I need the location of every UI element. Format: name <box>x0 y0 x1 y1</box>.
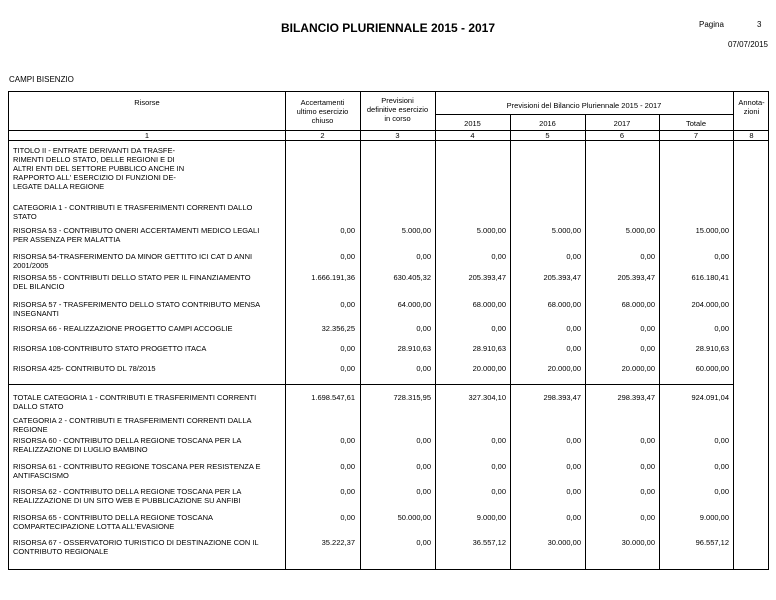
row-description: RISORSA 60 - CONTRIBUTO DELLA REGIONE TOSCANA PER LA REALIZZAZIONE DI LUGLIO BAMBINO <box>13 436 242 454</box>
row-value: 0,00 <box>416 364 431 373</box>
row-value: 0,00 <box>340 513 355 522</box>
column-divider <box>360 92 361 569</box>
row-value: 0,00 <box>340 226 355 235</box>
row-value: 9.000,00 <box>476 513 506 522</box>
row-value: 327.304,10 <box>468 393 506 402</box>
column-number: 1 <box>144 131 150 140</box>
page-number: 3 <box>757 20 762 29</box>
row-value: 28.910,63 <box>472 344 506 353</box>
row-value: 30.000,00 <box>547 538 581 547</box>
row-value: 0,00 <box>640 462 655 471</box>
row-value: 0,00 <box>340 364 355 373</box>
row-value: 0,00 <box>566 344 581 353</box>
column-number: 8 <box>749 131 754 140</box>
row-value: 0,00 <box>640 252 655 261</box>
row-value: 15.000,00 <box>695 226 729 235</box>
row-value: 0,00 <box>640 513 655 522</box>
row-value: 0,00 <box>566 436 581 445</box>
row-value: 0,00 <box>416 436 431 445</box>
column-number: 6 <box>619 131 625 140</box>
row-value: 0,00 <box>416 487 431 496</box>
row-description: CATEGORIA 2 - CONTRIBUTI E TRASFERIMENTI CORRENTI DALLA REGIONE <box>13 416 252 434</box>
row-value: 28.910,63 <box>397 344 431 353</box>
row-value: 0,00 <box>416 324 431 333</box>
column-number: 7 <box>693 131 699 140</box>
row-value: 0,00 <box>340 344 355 353</box>
header-risorse: Risorse <box>134 98 160 107</box>
row-value: 205.393,47 <box>617 273 655 282</box>
row-value: 205.393,47 <box>543 273 581 282</box>
row-value: 0,00 <box>714 252 729 261</box>
row-description: RISORSA 67 - OSSERVATORIO TURISTICO DI DESTINAZIONE CON IL CONTRIBUTO REGIONALE <box>13 538 259 556</box>
row-value: 9.000,00 <box>699 513 729 522</box>
row-value: 5.000,00 <box>476 226 506 235</box>
column-number: 4 <box>470 131 475 140</box>
row-value: 1.698.547,61 <box>311 393 355 402</box>
row-value: 5.000,00 <box>625 226 655 235</box>
row-value: 5.000,00 <box>401 226 431 235</box>
row-description: RISORSA 53 - CONTRIBUTO ONERI ACCERTAMENTI MEDICO LEGALI PER ASSENZA PER MALATTIA <box>13 226 260 244</box>
page-label: Pagina <box>699 20 724 29</box>
row-description: RISORSA 61 - CONTRIBUTO REGIONE TOSCANA PER RESISTENZA E ANTIFASCISMO <box>13 462 261 480</box>
row-value: 0,00 <box>340 436 355 445</box>
entity-name: CAMPI BISENZIO <box>9 75 74 84</box>
row-value: 0,00 <box>340 300 355 309</box>
row-value: 60.000,00 <box>695 364 729 373</box>
row-value: 20.000,00 <box>472 364 506 373</box>
row-value: 0,00 <box>491 252 506 261</box>
row-value: 0,00 <box>340 487 355 496</box>
row-value: 0,00 <box>640 344 655 353</box>
row-value: 0,00 <box>566 513 581 522</box>
row-value: 924.091,04 <box>691 393 729 402</box>
row-value: 64.000,00 <box>397 300 431 309</box>
row-value: 96.557,12 <box>695 538 729 547</box>
row-value: 20.000,00 <box>621 364 655 373</box>
row-value: 0,00 <box>491 487 506 496</box>
row-value: 728.315,95 <box>393 393 431 402</box>
row-value: 68.000,00 <box>621 300 655 309</box>
row-value: 0,00 <box>340 462 355 471</box>
row-value: 5.000,00 <box>551 226 581 235</box>
row-value: 30.000,00 <box>621 538 655 547</box>
header-previsioni-definitive: Previsioni definitive esercizio in corso <box>366 96 429 123</box>
row-value: 0,00 <box>566 462 581 471</box>
row-value: 0,00 <box>566 252 581 261</box>
header-previsioni-bilancio: Previsioni del Bilancio Pluriennale 2015 - 2017 <box>506 101 662 110</box>
row-value: 0,00 <box>416 252 431 261</box>
row-value: 50.000,00 <box>397 513 431 522</box>
header-divider <box>435 114 733 115</box>
row-description: RISORSA 108-CONTRIBUTO STATO PROGETTO ITACA <box>13 344 207 353</box>
header-accertamenti: Accertamenti ultimo esercizio chiuso <box>296 98 349 125</box>
row-description: RISORSA 55 - CONTRIBUTI DELLO STATO PER IL FINANZIAMENTO DEL BILANCIO <box>13 273 251 291</box>
row-value: 0,00 <box>714 487 729 496</box>
row-value: 0,00 <box>566 487 581 496</box>
header-year-2015: 2015 <box>464 119 481 128</box>
row-value: 68.000,00 <box>547 300 581 309</box>
row-value: 36.557,12 <box>472 538 506 547</box>
header-year-2017: 2017 <box>613 119 631 128</box>
row-description: RISORSA 57 - TRASFERIMENTO DELLO STATO CONTRIBUTO MENSA INSEGNANTI <box>13 300 261 318</box>
header-annotazioni: Annota- zioni <box>738 98 765 116</box>
row-description: RISORSA 66 - REALIZZAZIONE PROGETTO CAMPI ACCOGLIE <box>13 324 233 333</box>
row-value: 616.180,41 <box>691 273 729 282</box>
row-value: 298.393,47 <box>617 393 655 402</box>
header-year-2016: 2016 <box>539 119 556 128</box>
row-value: 205.393,47 <box>468 273 506 282</box>
row-value: 0,00 <box>714 436 729 445</box>
row-value: 0,00 <box>714 324 729 333</box>
page-title: BILANCIO PLURIENNALE 2015 - 2017 <box>280 21 496 35</box>
row-description: RISORSA 425- CONTRIBUTO DL 78/2015 <box>13 364 156 373</box>
column-divider <box>585 114 586 569</box>
budget-table <box>8 91 769 570</box>
row-value: 20.000,00 <box>547 364 581 373</box>
column-divider <box>510 114 511 569</box>
row-value: 28.910,63 <box>695 344 729 353</box>
row-description: CATEGORIA 1 - CONTRIBUTI E TRASFERIMENTI CORRENTI DALLO STATO <box>13 203 253 221</box>
row-value: 0,00 <box>416 538 431 547</box>
row-value: 0,00 <box>340 252 355 261</box>
row-value: 32.356,25 <box>321 324 355 333</box>
row-description: TOTALE CATEGORIA 1 - CONTRIBUTI E TRASFERIMENTI CORRENTI DALLO STATO <box>13 393 257 411</box>
row-value: 0,00 <box>640 324 655 333</box>
total-separator <box>9 384 733 385</box>
print-date: 07/07/2015 <box>727 40 768 49</box>
row-value: 1.666.191,36 <box>311 273 355 282</box>
column-divider <box>733 92 734 569</box>
row-description: TITOLO II - ENTRATE DERIVANTI DA TRASFE- RIMENTI DELLO STATO, DELLE REGIONI E DI ALTRI ENTI DEL SETTORE PUBBLICO ANCHE IN RAPPORTO ALL' ESERCIZIO DI FUNZIONI DE- LEGATE DALLA REGIONE <box>13 146 185 191</box>
row-value: 0,00 <box>491 462 506 471</box>
row-description: RISORSA 54-TRASFERIMENTO DA MINOR GETTITO ICI CAT D ANNI 2001/2005 <box>13 252 253 270</box>
column-divider <box>285 92 286 569</box>
row-value: 0,00 <box>566 324 581 333</box>
column-divider <box>435 92 436 569</box>
row-description: RISORSA 65 - CONTRIBUTO DELLA REGIONE TOSCANA COMPARTECIPAZIONE LOTTA ALL'EVASIONE <box>13 513 214 531</box>
row-value: 68.000,00 <box>472 300 506 309</box>
column-number: 3 <box>395 131 400 140</box>
header-divider <box>9 140 768 141</box>
row-value: 35.222,37 <box>321 538 355 547</box>
row-value: 0,00 <box>491 436 506 445</box>
row-value: 630.405,32 <box>393 273 431 282</box>
row-value: 0,00 <box>714 462 729 471</box>
row-value: 0,00 <box>416 462 431 471</box>
row-value: 0,00 <box>491 324 506 333</box>
row-value: 298.393,47 <box>543 393 581 402</box>
row-value: 204.000,00 <box>691 300 729 309</box>
column-divider <box>659 114 660 569</box>
column-number: 2 <box>320 131 325 140</box>
row-value: 0,00 <box>640 436 655 445</box>
header-totale: Totale <box>685 119 706 128</box>
row-value: 0,00 <box>640 487 655 496</box>
column-number: 5 <box>545 131 550 140</box>
row-description: RISORSA 62 - CONTRIBUTO DELLA REGIONE TOSCANA PER LA REALIZZAZIONE DI UN SITO WEB E PUBBLICAZIONE SU ANFIBI <box>13 487 242 505</box>
